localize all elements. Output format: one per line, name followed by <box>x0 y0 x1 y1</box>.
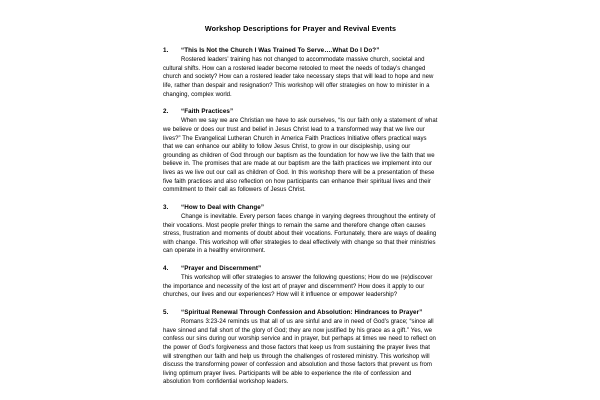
section-number-2: 2. <box>163 108 169 116</box>
section-number-3: 3. <box>163 203 169 211</box>
section-title-5: “Spiritual Renewal Through Confession and Absolution: Hindrances to Prayer” <box>181 308 423 316</box>
section-heading-1 <box>163 47 438 55</box>
workshop-section-4 <box>163 265 438 300</box>
section-title-1: “This Is Not the Church I Was Trained To Serve….What Do I Do?” <box>181 47 380 54</box>
workshop-section-1 <box>163 47 438 99</box>
section-heading-4 <box>163 265 438 273</box>
section-number-4: 4. <box>163 264 169 272</box>
section-body-2: When we say we are Christian we have to ask ourselves, “Is our faith only a statement of what we believe or does our trust and belief in Jesus Christ lead to a transformed way that we live our lives?” The Evangelical Lutheran Church in America Faith Practices Initiative offers practical ways that we can enhance our ability to follow Jesus Christ, to grow in our discipleship, using our grounding as children of God through our baptism as the foundation for how we live the faith that we believe in. The promises that are made at our baptism are the faith practices we implement into our lives as we live out our call as children of God. In this workshop there will be a presentation of these five faith practices and also reflection on how participants can enhance their spiritual lives and their commitment to their call as followers of Jesus Christ. <box>163 118 438 194</box>
section-title-3: “How to Deal with Change” <box>181 203 265 211</box>
workshop-section-3 <box>163 204 438 256</box>
section-body-4: This workshop will offer strategies to answer the following questions; How do we (re)discover the importance and necessity of the lost art of prayer and discernment? How does it apply to our churches, our lives and our experiences? How will it influence or empower leadership? <box>163 275 433 299</box>
section-title-4: “Prayer and Discernment” <box>181 264 262 272</box>
section-number-5: 5. <box>163 308 169 316</box>
section-body-3: Change is inevitable. Every person faces change in varying degrees throughout the entirety of their vocations. Most people prefer things to remain the same and therefore change often causes stress, frustration and moments of doubt about their vocations. Fortunately, there are ways of dealing with change. This workshop will offer strategies to deal effectively with change so that their ministries can operate in a healthy environment. <box>163 213 437 255</box>
workshop-section-5 <box>163 309 438 387</box>
section-body-5: Romans 3:23-24 reminds us that all of us are sinful and are in need of God’s grace; “since all have sinned and fall short of the glory of God; they are now justified by his grace as a gift.” Yes, we confess our sins during our worship service and in prayer, but perhaps at times we need to reflect on the power of God’s forgiveness and those factors that keep us from sustaining the prayer lives that will strengthen our faith and help us through the challenges of rostered ministry. This workshop will discuss the transforming power of confession and absolution and those factors that prevent us from living optimum prayer lives. Participants will be able to experience the rite of confession and absolution from confidential workshop leaders. <box>163 319 436 386</box>
page-title: Workshop Descriptions for Prayer and Revival Events <box>204 24 397 33</box>
section-body-1: Rostered leaders’ training has not changed to accommodate massive church, societal and cultural shifts. How can a rostered leader become retooled to meet the needs of today’s changed church and society? How can a rostered leader take necessary steps that will lead to hope and new life, rather than despair and resignation? This workshop will offer strategies on how to minister in a changing, complex world. <box>163 57 434 98</box>
document-text-block <box>163 24 438 396</box>
section-title-2: “Faith Practices” <box>181 108 234 116</box>
section-heading-5 <box>163 309 438 317</box>
section-number-1: 1. <box>163 47 169 54</box>
workshop-section-2 <box>163 108 438 195</box>
section-heading-3 <box>163 204 438 212</box>
section-heading-2 <box>163 108 438 116</box>
